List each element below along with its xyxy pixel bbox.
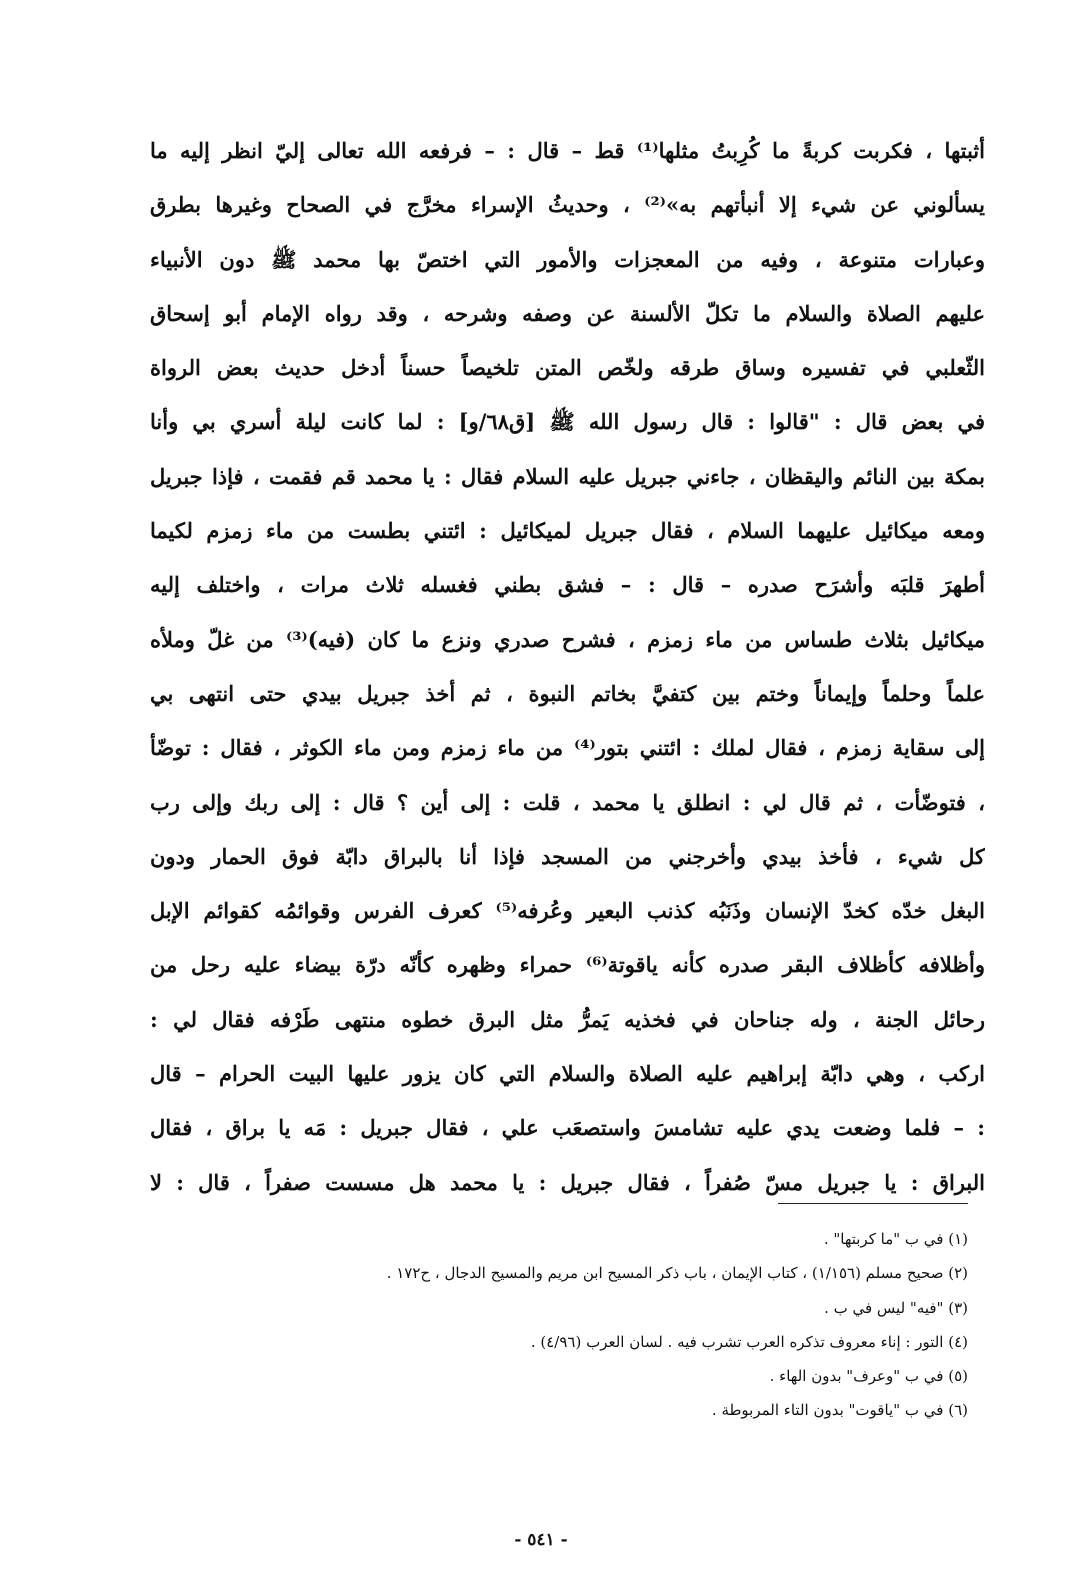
footnote: (٤) التور : إناء معروف تذكره العرب تشرب فيه . لسان العرب (٤/٩٦) . [530, 1332, 968, 1351]
text-line: الثّعلبي في تفسيره وساق طرقه ولخّص المتن تلخيصاً حسناً أدخل حديث بعض الرواة [150, 355, 985, 381]
text-line: علماً وحلماً وإيماناً وختم بين كتفيَّ بخاتم النبوة ، ثم أخذ جبريل بيدي حتى انتهى بي [150, 680, 985, 706]
text-line: يسألوني عن شيء إلا أنبأتهم به»⁽²⁾ ، وحديثُ الإسراء مخرَّج في الصحاح وغيرها بطرق [150, 192, 985, 218]
footnotes-block [300, 1222, 968, 1428]
text-line: في بعض قال : "قالوا : قال رسول الله ﷺ [ق٦٨/و] : لما كانت ليلة أسري بي وأنا [150, 409, 985, 435]
text-line: عليهم الصلاة والسلام ما تكلّ الألسنة عن وصفه وشرحه ، وقد رواه الإمام أبو إسحاق [150, 300, 985, 326]
text-line: اركب ، وهي دابّة إبراهيم عليه الصلاة والسلام التي كان يزور عليها البيت الحرام – قال [150, 1061, 985, 1087]
footnote: (٢) صحيح مسلم (١/١٥٦) ، كتاب الإيمان ، باب ذكر المسيح ابن مريم والمسيح الدجال ، ح١٧٢ . [386, 1264, 968, 1283]
main-text-block [150, 124, 985, 1210]
text-line: : – فلما وضعت يدي عليه تشامسَ واستصعَب علي ، فقال جبريل : مَه يا براق ، فقال [150, 1115, 985, 1141]
text-line: أطهرَ قلبَه وأشرَح صدره – قال : – فشق بطني فغسله ثلاث مرات ، واختلف إليه [150, 572, 985, 598]
text-line: أثبتها ، فكربت كربةً ما كُرِبتُ مثلها⁽¹⁾ قط – قال : – فرفعه الله تعالى إليّ انظر إليه ما [150, 138, 985, 163]
text-line: إلى سقاية زمزم ، فقال لملك : ائتني بتور⁽⁴⁾ من ماء زمزم ومن ماء الكوثر ، فقال : توضّأ [150, 735, 985, 761]
page-number: - ٥٤١ - [514, 1530, 568, 1550]
footnote: (٣) "فيه" ليس في ب . [824, 1298, 968, 1317]
text-line: وعبارات متنوعة ، وفيه من المعجزات والأمور التي اختصّ بها محمد ﷺ دون الأنبياء [150, 246, 985, 272]
text-line: بمكة بين النائم واليقظان ، جاءني جبريل عليه السلام فقال : يا محمد قم فقمت ، فإذا جبريل [150, 463, 985, 489]
text-line: وأظلافه كأظلاف البقر صدره كأنه ياقوتة⁽⁶⁾ حمراء وظهره كأنّه درّة بيضاء عليه رحل من [150, 952, 985, 978]
footnote: (١) في ب "ما كربتها" . [823, 1230, 968, 1248]
footnote: (٥) في ب "وعرف" بدون الهاء . [769, 1367, 968, 1386]
text-line: البغل خدّه كخدّ الإنسان وذَنَبُه كذنب البعير وعُرفه⁽⁵⁾ كعرف الفرس وقوائمُه كقوائم الإبل [150, 898, 985, 924]
text-line: ، فتوضّأت ، ثم قال لي : انطلق يا محمد ، قلت : إلى أين ؟ قال : إلى ربك وإلى رب [150, 789, 985, 815]
text-line: البراق : يا جبريل مسّ صُفراً ، فقال جبريل : يا محمد هل مسست صفراً ، قال : لا [150, 1169, 985, 1195]
text-line: ومعه ميكائيل عليهما السلام ، فقال جبريل لميكائيل : ائتني بطست من ماء زمزم لكيما [150, 518, 985, 544]
footnote: (٦) في ب "ياقوت" بدون التاء المربوطة . [711, 1401, 968, 1420]
footnote-separator [778, 1203, 968, 1204]
text-line: ميكائيل بثلاث طساس من ماء زمزم ، فشرح صدري ونزع ما كان (فيه)⁽³⁾ من غلّ وملأه [150, 626, 985, 652]
text-line: رحائل الجنة ، وله جناحان في فخذيه يَمرُّ مثل البرق خطوه منتهى طَرْفه فقال لي : [150, 1006, 985, 1032]
text-line: كل شيء ، فأخذ بيدي وأخرجني من المسجد فإذا أنا بالبراق دابّة فوق الحمار ودون [150, 843, 985, 869]
